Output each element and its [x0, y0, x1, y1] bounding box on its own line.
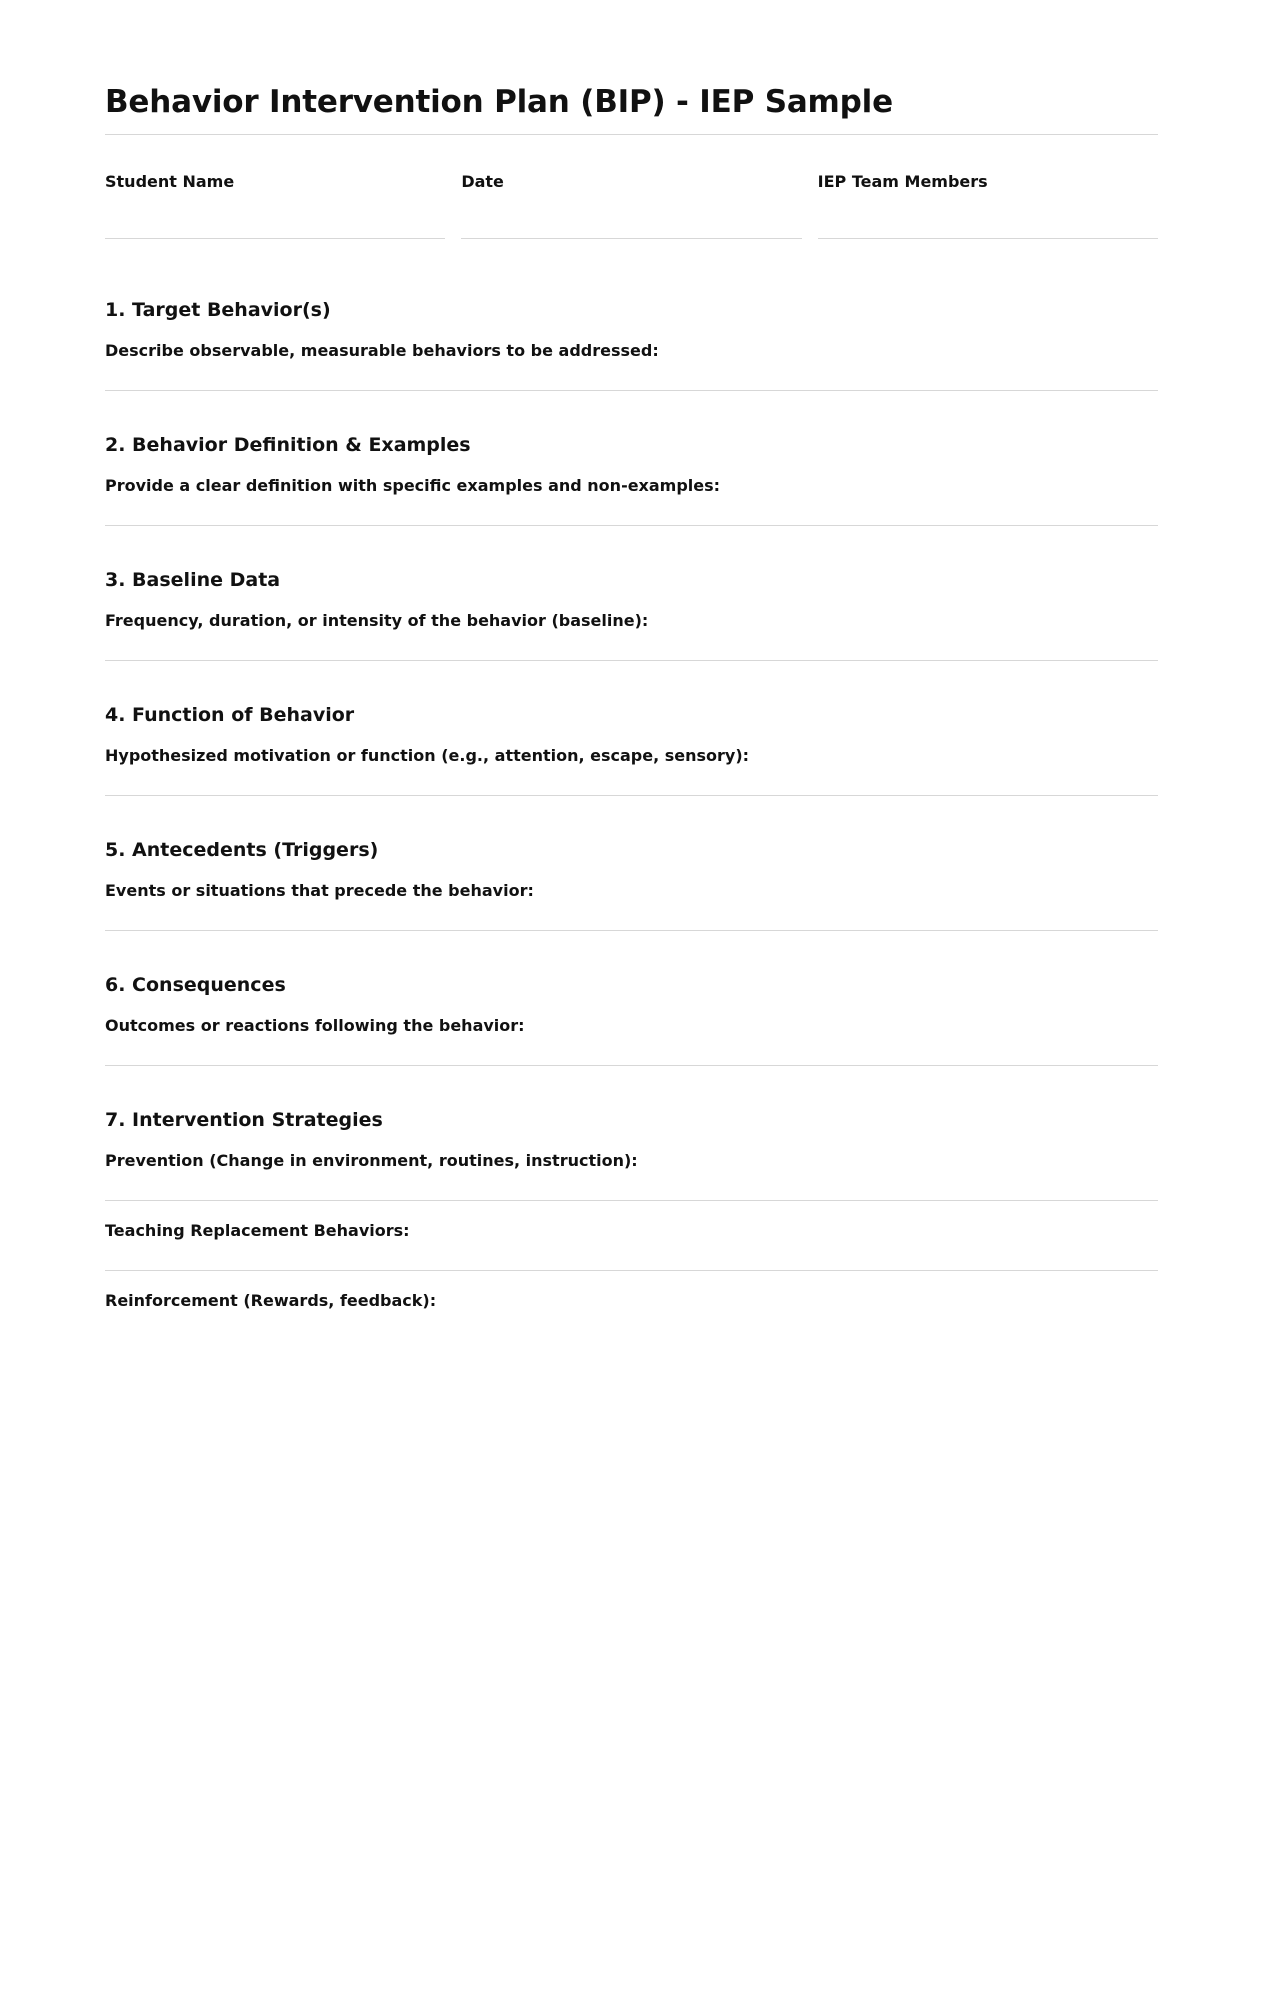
date-label: Date: [461, 172, 504, 191]
section-consequences: [105, 973, 1158, 1066]
answer-line[interactable]: [105, 390, 1158, 391]
student-name-label: Student Name: [105, 172, 235, 191]
team-members-line[interactable]: [818, 238, 1158, 239]
section-prompt: Frequency, duration, or intensity of the behavior (baseline):: [105, 611, 649, 630]
answer-line[interactable]: [105, 525, 1158, 526]
bip-form: [105, 0, 1158, 1311]
team-members-field[interactable]: [818, 172, 1158, 239]
section-function-of-behavior: [105, 703, 1158, 796]
answer-line[interactable]: [105, 930, 1158, 931]
date-line[interactable]: [461, 238, 801, 239]
section-prompt: Hypothesized motivation or function (e.g., attention, escape, sensory):: [105, 746, 750, 765]
section-title: 5. Antecedents (Triggers): [105, 839, 379, 861]
section-title: 1. Target Behavior(s): [105, 299, 331, 321]
section-prompt: Events or situations that precede the behavior:: [105, 881, 534, 900]
page-title: Behavior Intervention Plan (BIP) - IEP Sample: [105, 84, 893, 120]
section-intervention-strategies: [105, 1108, 1158, 1311]
team-members-label: IEP Team Members: [817, 172, 988, 191]
student-name-field[interactable]: [105, 172, 445, 239]
form-sections: [105, 298, 1158, 1311]
answer-line[interactable]: [105, 1270, 1158, 1271]
answer-line[interactable]: [105, 660, 1158, 661]
section-prompt: Outcomes or reactions following the behavior:: [105, 1016, 525, 1035]
section-prompt: Describe observable, measurable behaviors to be addressed:: [105, 341, 659, 360]
section-title: 3. Baseline Data: [105, 569, 281, 591]
section-title: 7. Intervention Strategies: [105, 1109, 383, 1131]
section-antecedents: [105, 838, 1158, 931]
answer-line[interactable]: [105, 1065, 1158, 1066]
answer-line[interactable]: [105, 795, 1158, 796]
header-fields: [105, 172, 1158, 239]
title-divider: [105, 134, 1158, 135]
date-field[interactable]: [461, 172, 801, 239]
section-title: 2. Behavior Definition & Examples: [105, 434, 471, 456]
replacement-behaviors-prompt: Teaching Replacement Behaviors:: [105, 1221, 410, 1240]
section-title: 4. Function of Behavior: [105, 704, 355, 726]
prevention-prompt: Prevention (Change in environment, routines, instruction):: [105, 1151, 638, 1170]
section-behavior-definition: [105, 433, 1158, 526]
answer-line[interactable]: [105, 1200, 1158, 1201]
section-title: 6. Consequences: [105, 974, 286, 996]
student-name-line[interactable]: [105, 238, 445, 239]
section-baseline-data: [105, 568, 1158, 661]
section-prompt: Provide a clear definition with specific examples and non-examples:: [105, 476, 721, 495]
reinforcement-prompt: Reinforcement (Rewards, feedback):: [105, 1291, 437, 1310]
section-target-behaviors: [105, 298, 1158, 391]
